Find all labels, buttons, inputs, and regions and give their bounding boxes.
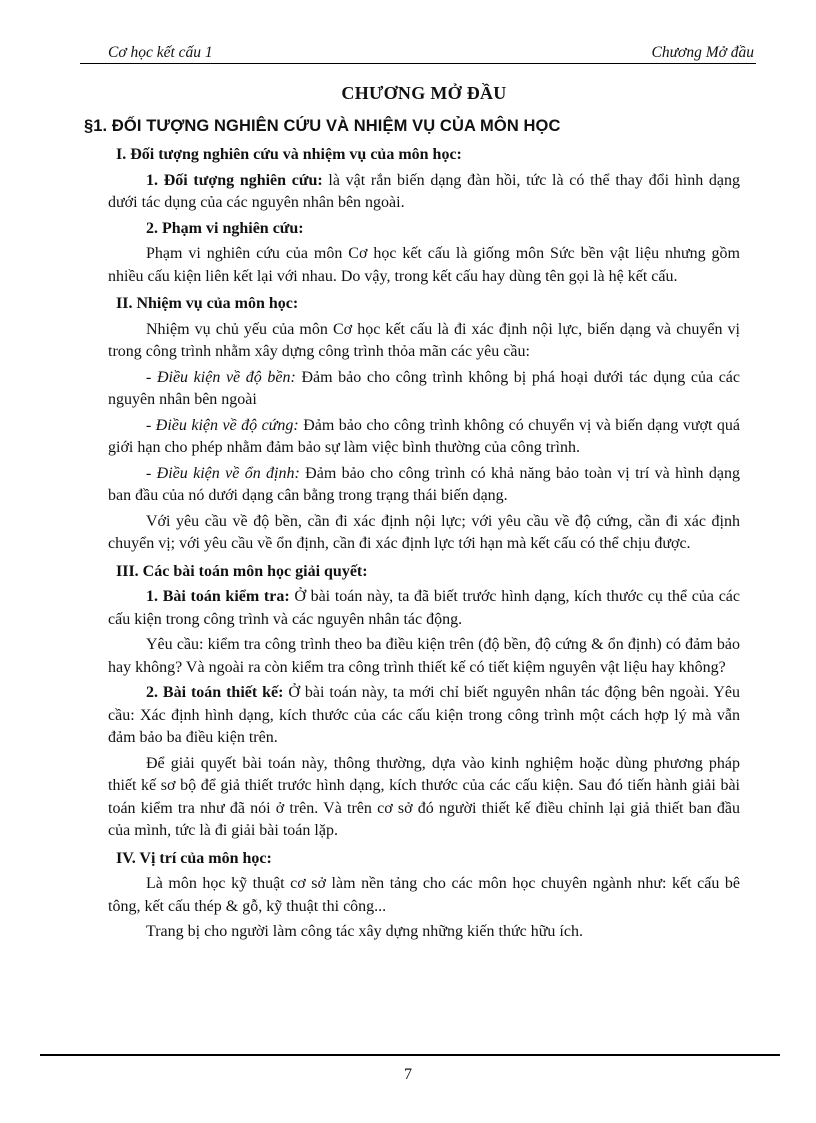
paragraph-lead: 1. Đối tượng nghiên cứu: (146, 171, 323, 189)
paragraph-lead: 1. Bài toán kiểm tra: (146, 588, 290, 605)
paragraph: Yêu cầu: kiểm tra công trình theo ba điều kiện trên (độ bền, độ cứng & ổn định) có đảm bảo hay không? Và ngoài ra còn kiểm tra công trình thiết kế có tiết kiệm nguyên vật liệu hay không? (108, 636, 740, 676)
paragraph: Phạm vi nghiên cứu của môn Cơ học kết cấu là giống môn Sức bền vật liệu nhưng gồm nhiều cấu kiện liên kết lại với nhau. Do vậy, trong kết cấu hay dùng tên gọi là hệ kết cấu. (108, 245, 740, 285)
subsection-4-title: IV. Vị trí của môn học: (116, 849, 272, 867)
condition-lead: - Điều kiện về độ bền: (146, 368, 296, 386)
paragraph-text: Ở bài toán này, ta mới chỉ biết nguyên nhân tác động bên ngoài. Yêu cầu: Xác định hình dạng, kích thước của các cấu kiện trong công trình một cách hợp lý mà vẫn đảm bảo ba điều kiện trên. (108, 684, 740, 746)
paragraph: Với yêu cầu về độ bền, cần đi xác định nội lực; với yêu cầu về độ cứng, cần đi xác định chuyển vị; với yêu cầu về ổn định, cần đi xác định lực tới hạn mà kết cấu có thể chịu được. (108, 512, 740, 552)
paragraph (108, 586, 740, 631)
chapter-title: CHƯƠNG MỞ ĐẦU (341, 83, 507, 103)
paragraph: Để giải quyết bài toán này, thông thường, dựa vào kinh nghiệm hoặc dùng phương pháp thiết kế sơ bộ để giả thiết trước hình dạng, kích thước của các cấu kiện. Sau đó tiến hành giải bài toán kiểm tra như đã nói ở trên. Và trên cơ sở đó người thiết kế điều chỉnh lại giả thiết ban đầu của mình, tức là đi giải bài toán lặp. (108, 754, 740, 839)
page-number: 7 (404, 1066, 412, 1083)
condition-strength (108, 367, 740, 412)
paragraph-text: là vật rắn biến dạng đàn hồi, tức là có thể thay đổi hình dạng dưới tác dụng của các nguyên nhân bên ngoài. (108, 171, 741, 211)
paragraph: Nhiệm vụ chủ yếu của môn Cơ học kết cấu là đi xác định nội lực, biến dạng và chuyển vị trong công trình nhằm xây dựng công trình thỏa mãn các yêu cầu: (108, 320, 740, 360)
condition-text: Đảm bảo cho công trình có khả năng bảo toàn vị trí và hình dạng ban đầu của nó dưới dạng cân bằng trong trạng thái biến dạng. (108, 464, 741, 504)
paragraph: Là môn học kỹ thuật cơ sở làm nền tảng cho các môn học chuyên ngành như: kết cấu bê tông, kết cấu thép & gỗ, kỹ thuật thi công... (108, 875, 740, 915)
numbered-heading: 2. Phạm vi nghiên cứu: (146, 219, 304, 237)
condition-stiffness (108, 415, 740, 460)
subsection-3-title: III. Các bài toán môn học giải quyết: (116, 562, 368, 580)
paragraph (108, 170, 740, 215)
paragraph-text: Ở bài toán này, ta đã biết trước hình dạng, kích thước cụ thể của các cấu kiện trong công trình và các nguyên nhân tác động. (108, 588, 740, 628)
page-content (84, 80, 741, 947)
condition-stability (108, 463, 740, 508)
paragraph: Trang bị cho người làm công tác xây dựng những kiến thức hữu ích. (146, 923, 583, 940)
paragraph (108, 682, 740, 750)
condition-text: Đảm bảo cho công trình không bị phá hoại dưới tác dụng của các nguyên nhân bên ngoài (108, 368, 740, 408)
section-title: §1. ĐỐI TƯỢNG NGHIÊN CỨU VÀ NHIỆM VỤ CỦA MÔN HỌC (84, 117, 561, 135)
condition-lead: - Điều kiện về độ cứng: (146, 416, 299, 434)
subsection-1-title: I. Đối tượng nghiên cứu và nhiệm vụ của môn học: (116, 146, 462, 163)
footer-divider (40, 1054, 780, 1056)
header-chapter-title: Chương Mở đầu (651, 44, 754, 61)
header-book-title: Cơ học kết cấu 1 (108, 44, 213, 61)
paragraph-lead: 2. Bài toán thiết kế: (146, 684, 284, 701)
page-header (80, 43, 756, 64)
condition-lead: - Điều kiện về ổn định: (146, 464, 300, 482)
subsection-2-title: II. Nhiệm vụ của môn học: (116, 295, 299, 312)
condition-text: Đảm bảo cho công trình không có chuyển vị và biến dạng vượt quá giới hạn cho phép nhằm đảm bảo sự làm việc bình thường của công trình. (108, 416, 741, 456)
